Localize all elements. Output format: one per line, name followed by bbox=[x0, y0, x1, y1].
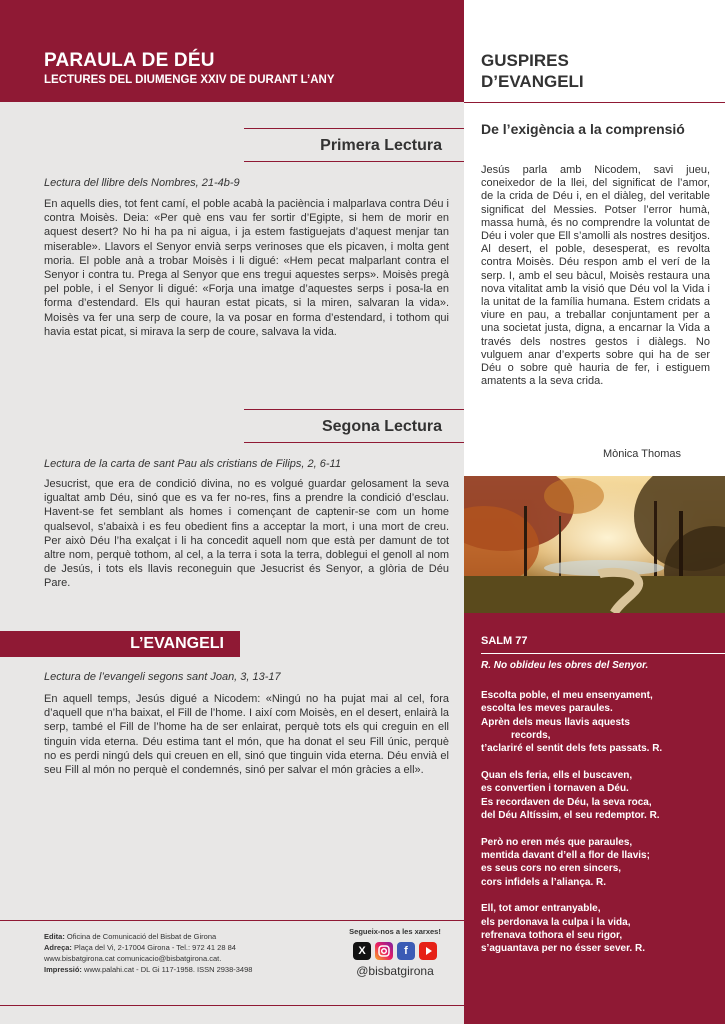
page-subtitle: LECTURES DEL DIUMENGE XXIV DE DURANT L’ANY bbox=[44, 74, 335, 86]
salm-line: Aprèn dels meus llavis aquests bbox=[481, 716, 630, 728]
adreca-label: Adreça: bbox=[44, 943, 72, 952]
social-label: Segueix-nos a les xarxes! bbox=[349, 927, 441, 936]
salm-line: Quan els feria, ells el buscaven, bbox=[481, 769, 633, 781]
web-contact[interactable]: www.bisbatgirona.cat comunicacio@bisbatgirona.cat. bbox=[44, 954, 222, 963]
salm-panel bbox=[464, 613, 725, 1024]
adreca-value: Plaça del Vi, 2-17004 Girona - Tel.: 972 41 28 84 bbox=[71, 943, 236, 952]
page-header bbox=[0, 0, 464, 102]
evangeli-heading: L’EVANGELI bbox=[0, 631, 240, 657]
facebook-icon[interactable]: f bbox=[397, 942, 415, 960]
segona-lectura-reference: Lectura de la carta de sant Pau als cristians de Filips, 2, 6-11 bbox=[44, 458, 341, 470]
salm-line: cors infidels a l’aliança. R. bbox=[481, 876, 607, 888]
guspires-text: Jesús parla amb Nicodem, savi jueu, coneixedor de la llei, del significat de l’amor, de la crida de Déu i, en el diàleg, del veritable significat del Messies. Potser l’error humà, massa humà, és no comprendre la voluntat de Déu i voler que Ell s’amolli als nostres desitjos. Al desert, el poble, desesperat, es revolta contra Moisès. Déu respon amb el verí de la serp. I, amb el seu bàcul, Moisès restaura una nova vitalitat amb la visió que Déu vol la Vida i la unitat de la família humana. Estem cridats a viure en pau, a treballar conjuntament per a una societat justa, digna, a encarnar la Vida a través dels nostres gestos i diàlegs. No vulguem anar d’experts sobre qui ha de ser Déu o sobre què hauria de fer, i estiguem amatents a la seva crida. bbox=[481, 164, 710, 388]
salm-stanza bbox=[481, 689, 716, 755]
x-icon[interactable]: X bbox=[353, 942, 371, 960]
instagram-icon[interactable] bbox=[375, 942, 393, 960]
guspires-title bbox=[481, 50, 584, 92]
salm-line: Es recordaven de Déu, la seva roca, bbox=[481, 796, 652, 808]
social-handle[interactable]: @bisbatgirona bbox=[356, 964, 434, 978]
segona-lectura-heading: Segona Lectura bbox=[244, 409, 464, 443]
salm-line: del Déu Altíssim, el seu redemptor. R. bbox=[481, 809, 660, 821]
segona-lectura-header bbox=[0, 409, 464, 443]
social-block bbox=[340, 927, 450, 978]
salm-line: mentida davant d’ell a flor de llavis; bbox=[481, 849, 650, 861]
salm-divider bbox=[481, 653, 725, 654]
salm-title: SALM 77 bbox=[481, 635, 528, 647]
youtube-icon[interactable] bbox=[419, 942, 437, 960]
salm-stanzas bbox=[481, 689, 716, 969]
guspires-title-line1: GUSPIRES bbox=[481, 51, 569, 70]
primera-lectura-reference: Lectura del llibre dels Nombres, 21-4b-9 bbox=[44, 177, 240, 189]
page-title: PARAULA DE DÉU bbox=[44, 50, 215, 71]
footer bbox=[0, 920, 464, 1006]
guspires-title-line2: D’EVANGELI bbox=[481, 72, 584, 91]
salm-line: escolta les meves paraules. bbox=[481, 703, 613, 715]
salm-line: Ell, tot amor entranyable, bbox=[481, 903, 601, 915]
salm-stanza bbox=[481, 902, 716, 955]
salm-line: Escolta poble, el meu ensenyament, bbox=[481, 690, 653, 701]
right-divider bbox=[464, 102, 725, 103]
salm-line: es seus cors no eren sincers, bbox=[481, 863, 622, 875]
salm-line: s’aguantava per no ésser sever. R. bbox=[481, 943, 645, 955]
salm-line: records, bbox=[511, 729, 551, 741]
edita-label: Edita: bbox=[44, 932, 65, 941]
salm-line: refrenava tothora el seu rigor, bbox=[481, 929, 623, 941]
evangeli-text: En aquell temps, Jesús digué a Nicodem: «Ningú no ha pujat mai al cel, fora d’aquell que n’ha baixat, el Fill de l’home. I així com Moisès, en el desert, enlairà la serp, també el Fill de l’home ha de ser enlairat, perquè tots els qui creguin en ell tinguin vida eterna. Déu estima tant el món, que ha donat el seu Fill únic, perquè no es perdi ningú dels qui creuen en ell, sinó que tinguin vida eterna. Déu envià el seu Fill al món no perquè el condemnés, sinó per salvar el món gràcies a ell». bbox=[44, 693, 449, 777]
primera-lectura-text: En aquells dies, tot fent camí, el poble acabà la paciència i malparlava contra Déu i contra Moisès. Deia: «Per què ens vau fer sortir d’Egipte, si hem de morir en aquest desert? No hi ha pa ni aigua, i ja estem fastiguejats d’aquest menjar tan miserable». Llavors el Senyor envià serps verinoses que els picaven, i molta gent moria. El poble anà a trobar Moisès i li digué: «Hem pecat malparlant contra el Senyor i contra tu. Prega al Senyor que ens tregui aquestes serps». Moisès pregà pel poble, i el Senyor li digué: «Forja una imatge d’aquestes serps i posa-la en forma d’estendard. Els qui hauran estat picats, si la miren, salvaran la vida». Moisès va fer una serp de coure, la va posar en forma d’estendard, i tothom qui havia estat picat, si mirava la serp de coure, salvava la vida. bbox=[44, 198, 449, 338]
primera-lectura-heading: Primera Lectura bbox=[244, 128, 464, 162]
impressio-label: Impressió: bbox=[44, 965, 82, 974]
salm-stanza bbox=[481, 769, 716, 822]
evangeli-reference: Lectura de l’evangeli segons sant Joan, 3, 13-17 bbox=[44, 671, 281, 683]
guspires-heading: De l’exigència a la comprensió bbox=[481, 121, 685, 137]
footer-info bbox=[44, 931, 252, 975]
salm-line: es convertien i tornaven a Déu. bbox=[481, 783, 629, 795]
salm-response: R. No oblideu les obres del Senyor. bbox=[481, 660, 649, 671]
guspires-author: Mònica Thomas bbox=[602, 448, 681, 460]
salm-stanza bbox=[481, 836, 716, 889]
autumn-forest-photo bbox=[464, 476, 725, 613]
salm-line: Però no eren més que paraules, bbox=[481, 836, 633, 848]
segona-lectura-text: Jesucrist, que era de condició divina, no es volgué guardar gelosament la seva igualtat amb Déu, sinó que es va fer no-res, fins a prendre la condició d’esclau. Havent-se fet semblant als homes i començant de captenir-se com un home qualsevol, s’abaixà i es feu obedient fins a acceptar la mort, i una mort de creu. Per això Déu l’ha exalçat i li ha concedit aquell nom que està per damunt de tot altre nom, perquè tothom, al cel, a la terra i sota la terra, doblegui el genoll al nom de Jesús, i tots els llavis reconeguin que Jesucrist és Senyor, a glòria de Déu Pare. bbox=[44, 478, 449, 590]
social-icons bbox=[340, 942, 450, 960]
impressio-value: www.palahi.cat - DL Gi 117-1958. ISSN 2938-3498 bbox=[81, 965, 253, 974]
salm-line: els perdonava la culpa i la vida, bbox=[481, 916, 631, 928]
primera-lectura-header bbox=[0, 128, 464, 162]
salm-line: t’aclariré el sentit dels fets passats. R. bbox=[481, 743, 663, 755]
edita-value: Oficina de Comunicació del Bisbat de Girona bbox=[64, 932, 217, 941]
